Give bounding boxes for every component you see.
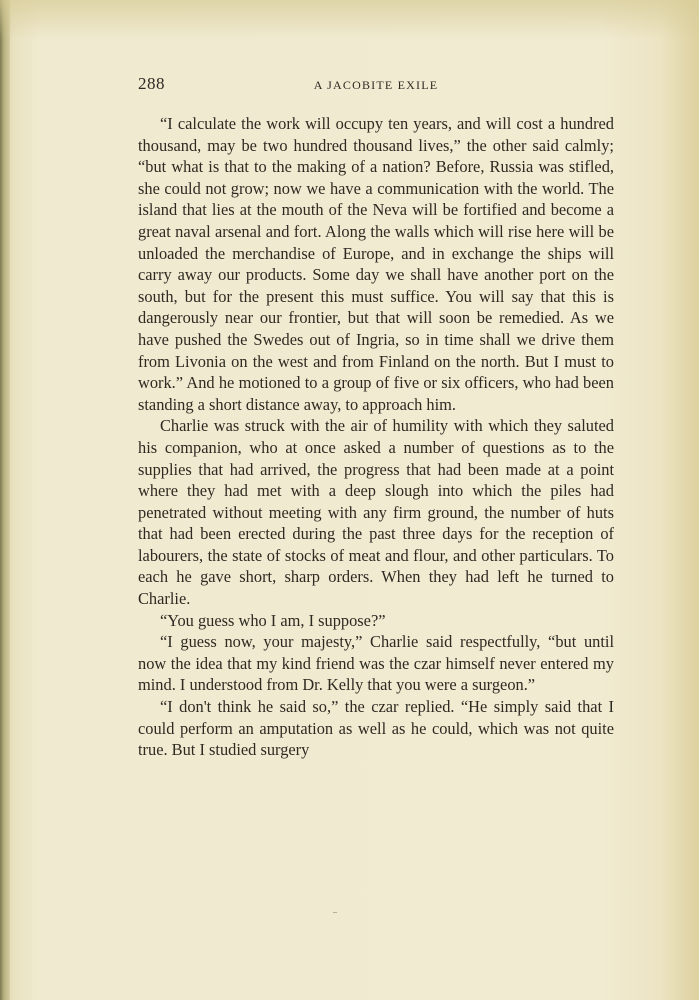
paragraph: “I don't think he said so,” the czar replied. “He simply said that I could perform an amputation as well as he could, which was not quite true. But I studied surgery: [138, 697, 614, 760]
page-top-shading: [0, 0, 699, 40]
page-number: 288: [138, 74, 165, 93]
paragraph: “I guess now, your majesty,” Charlie said respectfully, “but until now the idea that my kind friend was the czar himself never entered my mind. I understood from Dr. Kelly that you were a surgeon.”: [138, 632, 614, 695]
footer-mark: [333, 912, 337, 913]
body-text: [138, 113, 614, 761]
paragraph: “I calculate the work will occupy ten years, and will cost a hundred thousand, may be two hundred thousand lives,” the other said calmly; “but what is that to the making of a nation? Before, Russia was stifled, she could not grow; now we have a communication with the world. The island that lies at the mouth of the Neva will be fortified and become a great naval arsenal and fort. Along the walls which will rise here will be unloaded the merchandise of Europe, and in exchange the ships will carry away our products. Some day we shall have another port on the south, but for the present this must suffice. You will say that this is dangerously near our frontier, but that will soon be remedied. As we have pushed the Swedes out of Ingria, so in time shall we drive them from Livonia on the west and from Finland on the north. But I must to work.” And he motioned to a group of five or six officers, who had been standing a short distance away, to approach him.: [138, 114, 614, 414]
paragraph: “You guess who I am, I suppose?”: [160, 610, 386, 630]
page-header: [138, 72, 614, 102]
book-spine-shadow: [0, 0, 10, 1000]
paragraph: Charlie was struck with the air of humility with which they saluted his companion, who at once asked a number of questions as to the supplies that had arrived, the progress that had been made at a point where they had met with a deep slough into which the piles had penetrated without meeting with any firm ground, the number of huts that had been erected during the past three days for the reception of labourers, the state of stocks of meat and flour, and other particulars. To each he gave short, sharp orders. When they had left he turned to Charlie.: [138, 416, 614, 609]
running-title: A JACOBITE EXILE: [313, 78, 439, 92]
